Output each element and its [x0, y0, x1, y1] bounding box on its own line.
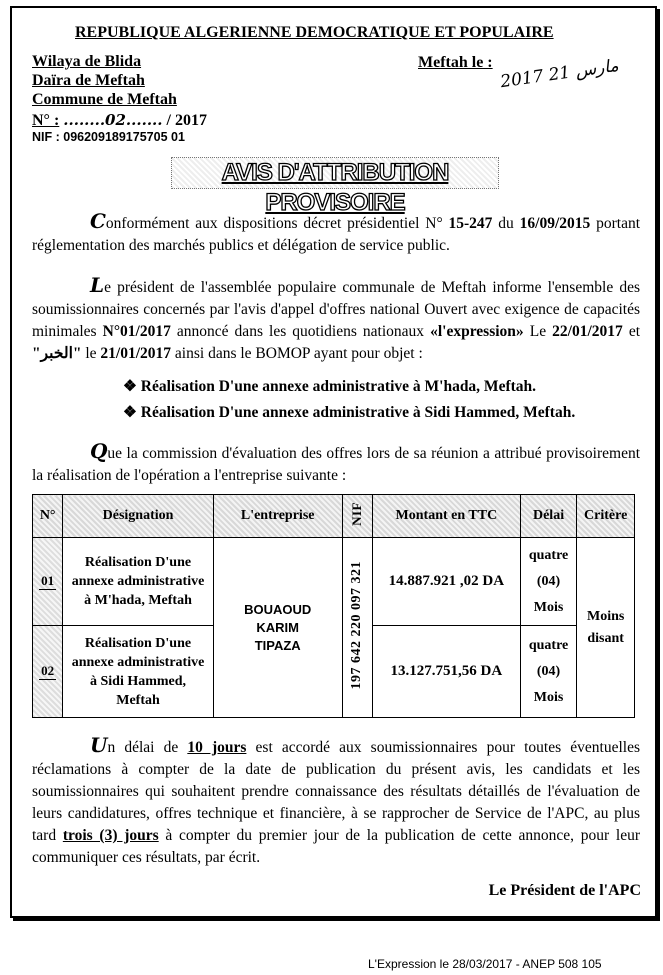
- date-prefix: Meftah le :: [418, 54, 493, 71]
- attribution-table: [32, 494, 635, 718]
- company-cell: BOUAOUD KARIM TIPAZA: [213, 538, 342, 718]
- republic-heading: REPUBLIQUE ALGERIENNE DEMOCRATIQUE ET POPULAIRE: [75, 24, 554, 41]
- header-nif: NIF: [342, 495, 372, 538]
- row-num: 01: [33, 538, 63, 626]
- object-bullet-2: ❖ Réalisation D'une annexe administrative à Sidi Hammed, Meftah.: [123, 404, 576, 421]
- reference-number: N° : ........02....... / 2017: [32, 111, 207, 129]
- publication-footer: L'Expression le 28/03/2017 - ANEP 508 105: [368, 957, 602, 971]
- paragraph-delay: Un délai de 10 jours est accordé aux soumissionnaires pour toutes éventuelles réclamations à compter de la date de publication du présent avis, les candidats et les soumissionnaires qui souhaitent prendre connaissance des résultats détaillés de l'évaluation de leurs candidatures, offres technique et financière, à se rapprocher de Service de l'APC, au plus tard trois (3) jours à compter du premier jour de la publication de cette annonce, pour leur communiquer ces résultats, par écrit.: [32, 733, 640, 866]
- handwritten-date: 2017 مارس 21: [499, 55, 620, 93]
- header-delay: Délai: [520, 495, 577, 538]
- nif-number: NIF : 096209189175705 01: [32, 130, 185, 144]
- paragraph-announcement: Le président de l'assemblée populaire communale de Meftah informe l'ensemble des soumissionnaires concernés par l'avis d'appel d'offres national Ouvert avec exigence de capacités minimales N°01/2017 annoncé dans les quotidiens nationaux «l'expression» Le 22/01/2017 et "الخبر" le 21/01/2017 ainsi dans le BOMOP ayant pour objet :: [32, 273, 640, 362]
- paragraph-attribution: Que la commission d'évaluation des offres lors de sa réunion a attribué provisoirement la réalisation de l'opération a l'entreprise suivante :: [32, 439, 640, 484]
- signature: Le Président de l'APC: [488, 882, 641, 899]
- paragraph-decree: Conformément aux dispositions décret présidentiel N° 15-247 du 16/09/2015 portant réglementation des marchés publics et délégation de service public.: [32, 209, 641, 254]
- row-amount: 14.887.921 ,02 DA: [372, 538, 520, 626]
- table-row: [33, 538, 635, 626]
- header-num: N°: [33, 495, 63, 538]
- header-criterion: Critère: [577, 495, 635, 538]
- row-amount: 13.127.751,56 DA: [372, 626, 520, 718]
- title-banner: [171, 157, 499, 216]
- header-company: L'entreprise: [213, 495, 342, 538]
- table-header-row: [33, 495, 635, 538]
- daira-label: Daïra de Meftah: [32, 72, 145, 89]
- row-delay: quatre (04) Mois: [520, 626, 577, 718]
- row-designation: Réalisation D'une annexe administrative à M'hada, Meftah: [63, 538, 213, 626]
- object-bullet-1: ❖ Réalisation D'une annexe administrative à M'hada, Meftah.: [123, 378, 537, 395]
- wilaya-label: Wilaya de Blida: [32, 53, 142, 70]
- row-designation: Réalisation D'une annexe administrative à Sidi Hammed, Meftah: [63, 626, 213, 718]
- row-delay: quatre (04) Mois: [520, 538, 577, 626]
- notice-title: AVIS D'ATTRIBUTION PROVISOIRE: [221, 159, 449, 216]
- commune-label: Commune de Meftah: [32, 91, 177, 108]
- header-designation: Désignation: [63, 495, 213, 538]
- header-amount: Montant en TTC: [372, 495, 520, 538]
- handwritten-number: ........02.......: [63, 111, 163, 129]
- criterion-cell: Moins disant: [577, 538, 635, 718]
- row-num: 02: [33, 626, 63, 718]
- nif-cell: 197 642 220 097 321: [342, 538, 372, 718]
